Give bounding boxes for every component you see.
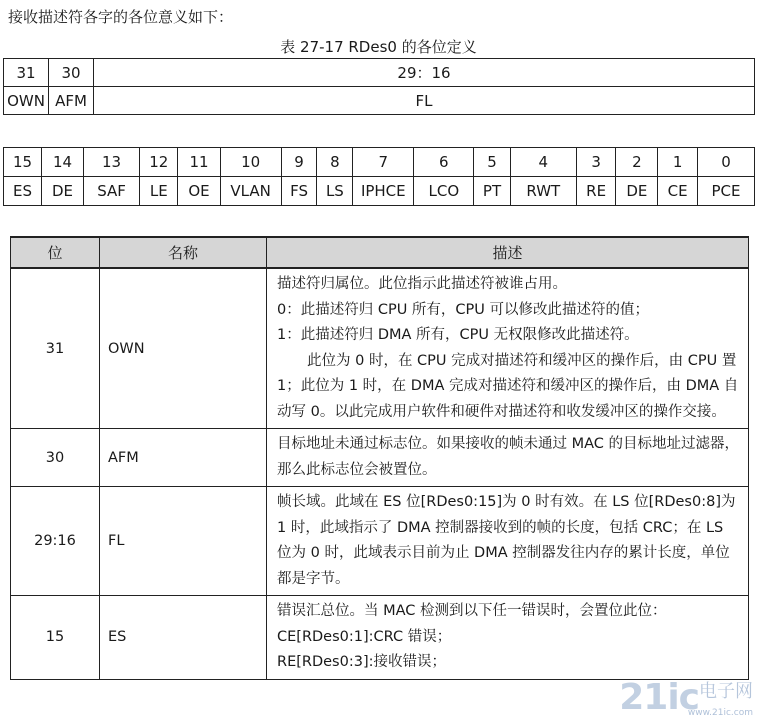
bit-position-cell: 3: [576, 148, 616, 177]
bit-name-row: [4, 87, 755, 115]
watermark-url: www.21ic.com: [687, 708, 753, 718]
bit-name-row: [4, 177, 755, 206]
description-line: RE[RDes0:3]:接收错误；: [277, 654, 446, 670]
bit-name-cell: LCO: [414, 177, 474, 206]
bit-name-cell: PCE: [697, 177, 754, 206]
bit-position-cell: 12: [140, 148, 178, 177]
row-description: [267, 487, 749, 596]
bit-name-cell: FS: [281, 177, 317, 206]
bit-name-cell: ES: [4, 177, 42, 206]
row-name: FL: [100, 487, 267, 596]
site-watermark: [619, 677, 753, 718]
bit-name-cell: DE: [616, 177, 658, 206]
description-line: 目标地址未通过标志位。如果接收的帧未通过 MAC 的目标地址过滤器，那么此标志位会被置位。: [277, 436, 740, 478]
bit-position-cell: 0: [697, 148, 754, 177]
table-header-row: [11, 237, 749, 268]
row-bit: 15: [11, 596, 100, 680]
bit-name-cell: OE: [178, 177, 220, 206]
bit-position-cell: 31: [4, 59, 49, 87]
bit-position-cell: 10: [220, 148, 281, 177]
bit-position-row: [4, 148, 755, 177]
bit-name-cell: LE: [140, 177, 178, 206]
bit-name-cell: OWN: [4, 87, 49, 115]
bit-position-cell: 14: [42, 148, 84, 177]
bit-position-cell: 15: [4, 148, 42, 177]
watermark-sub: 电子网: [699, 681, 753, 702]
table-row: [11, 268, 749, 429]
table-row: [11, 429, 749, 487]
table-row: [11, 487, 749, 596]
header-name: 名称: [100, 237, 267, 268]
header-description: 描述: [267, 237, 749, 268]
description-line: 此位为 0 时，在 CPU 完成对描述符和缓冲区的操作后，由 CPU 置 1；此位为 1 时，在 DMA 完成对描述符和缓冲区的操作后，由 DMA 自动写 0。以此完成用户软件和硬件对描述符和收发缓冲区的操作交接。: [277, 352, 739, 420]
description-line: 错误汇总位。当 MAC 检测到以下任一错误时，会置位此位：: [277, 603, 667, 619]
bit-position-cell: 9: [281, 148, 317, 177]
bit-name-cell: VLAN: [220, 177, 281, 206]
bit-position-cell: 1: [658, 148, 698, 177]
bit-name-cell: RE: [576, 177, 616, 206]
row-name: OWN: [100, 268, 267, 429]
description-line: 1：此描述符归 DMA 所有，CPU 无权限修改此描述符。: [277, 327, 639, 343]
description-line: 描述符归属位。此位指示此描述符被谁占用。: [277, 276, 567, 292]
row-description: [267, 429, 749, 487]
description-line: 0：此描述符归 CPU 所有，CPU 可以修改此描述符的值；: [277, 301, 650, 318]
bit-position-cell: 6: [414, 148, 474, 177]
bit-position-cell: 11: [178, 148, 220, 177]
bit-name-cell: PT: [474, 177, 510, 206]
bit-position-cell: 13: [83, 148, 139, 177]
intro-text: 接收描述符各字的各位意义如下：: [8, 8, 234, 26]
bit-position-cell: 8: [317, 148, 353, 177]
bit-description-table: [10, 236, 749, 680]
bit-name-cell: SAF: [83, 177, 139, 206]
bit-position-cell: 2: [616, 148, 658, 177]
bit-position-row: [4, 59, 755, 87]
bit-name-cell: CE: [658, 177, 698, 206]
row-bit: 31: [11, 268, 100, 429]
bit-map-high-table: [3, 58, 755, 115]
row-bit: 30: [11, 429, 100, 487]
description-line: CE[RDes0:1]:CRC 错误；: [277, 628, 452, 645]
table-row: [11, 596, 749, 680]
bit-map-low-table: [3, 147, 755, 206]
bit-position-cell: 4: [510, 148, 576, 177]
bit-position-cell: 7: [353, 148, 414, 177]
bit-name-cell: DE: [42, 177, 84, 206]
bit-name-cell: LS: [317, 177, 353, 206]
row-name: ES: [100, 596, 267, 680]
bit-name-cell: IPHCE: [353, 177, 414, 206]
watermark-main: 21ic: [619, 677, 699, 718]
row-description: [267, 596, 749, 680]
header-bit: 位: [11, 237, 100, 268]
bit-name-cell: RWT: [510, 177, 576, 206]
table-caption: 表 27-17 RDes0 的各位定义: [280, 38, 477, 56]
bit-position-cell: 30: [49, 59, 94, 87]
bit-name-cell: AFM: [49, 87, 94, 115]
row-description: [267, 268, 749, 429]
bit-position-cell: 29：16: [94, 59, 755, 87]
bit-name-cell: FL: [94, 87, 755, 115]
bit-position-cell: 5: [474, 148, 510, 177]
row-bit: 29:16: [11, 487, 100, 596]
description-line: 帧长域。此域在 ES 位[RDes0:15]为 0 时有效。在 LS 位[RDes0:8]为 1 时，此域指示了 DMA 控制器接收到的帧的长度，包括 CRC；在 LS 位为 0 时，此域表示目前为止 DMA 控制器发往内存的累计长度，单位都是字节。: [277, 494, 736, 587]
row-name: AFM: [100, 429, 267, 487]
